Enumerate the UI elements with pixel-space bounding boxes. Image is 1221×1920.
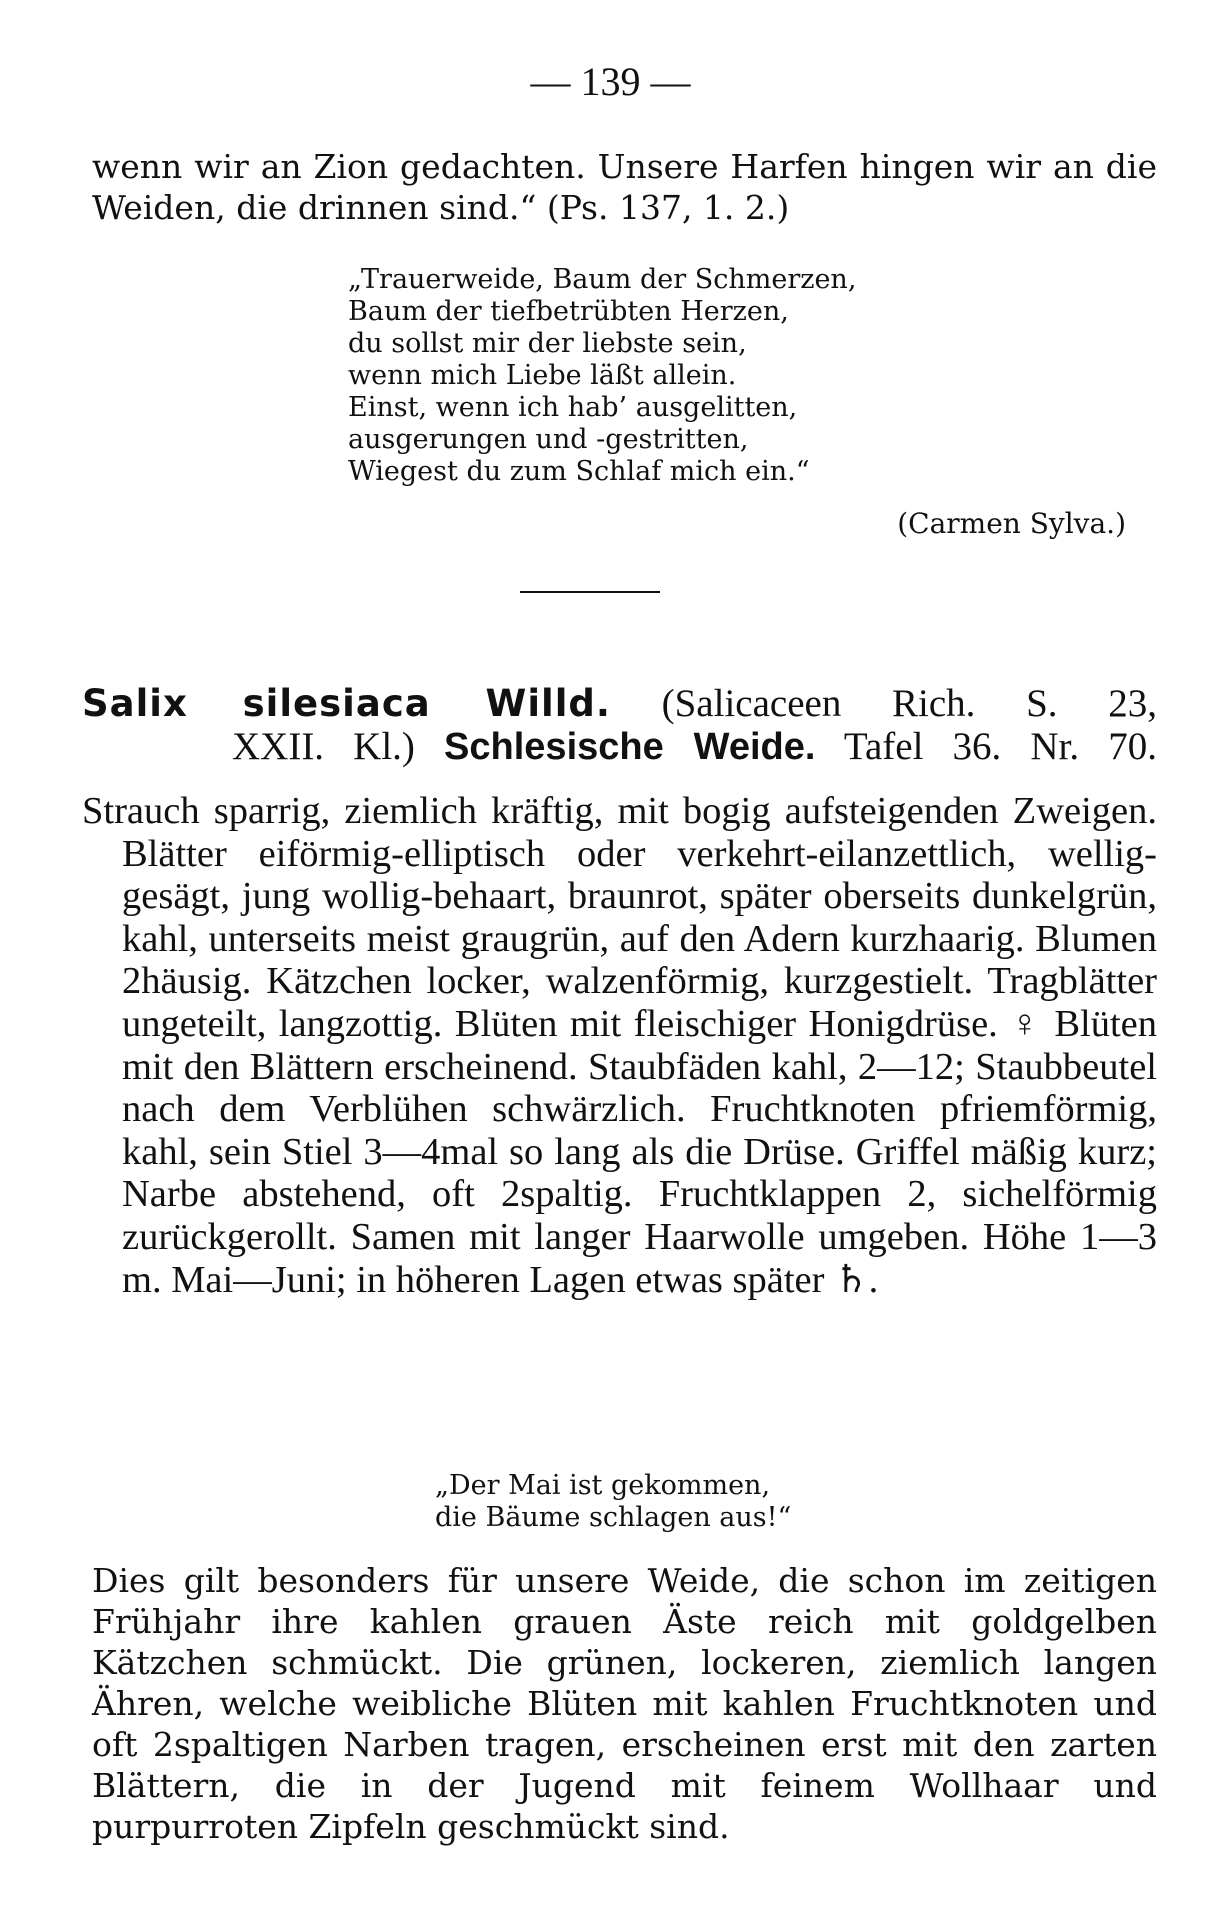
poem-line: Einst, wenn ich hab’ ausgelitten, bbox=[348, 392, 798, 423]
poem-line: ausgerungen und -gestritten, bbox=[348, 424, 749, 455]
common-name: Schlesische Weide. bbox=[444, 726, 816, 768]
poem-line: Wiegest du zum Schlaf mich ein.“ bbox=[348, 456, 810, 487]
heading-line-1 bbox=[82, 682, 1157, 725]
species-description bbox=[82, 790, 1157, 1301]
quote-line: die Bäume schlagen aus!“ bbox=[435, 1502, 792, 1533]
quote bbox=[435, 1470, 1195, 1534]
quote-line: „Der Mai ist gekommen, bbox=[435, 1470, 771, 1501]
poem-line: du sollst mir der liebste sein, bbox=[348, 328, 747, 359]
heading-line-2 bbox=[82, 725, 1157, 769]
species-heading bbox=[82, 682, 1157, 769]
species-name: Salix silesiaca Willd. bbox=[82, 682, 611, 725]
paragraph-top: wenn wir an Zion gedachten. Unsere Harfen hingen wir an die Weiden, die drinnen sind.“ (Ps. 137, 1. 2.) bbox=[92, 147, 1157, 227]
paragraph-final: Dies gilt besonders für unsere Weide, die schon im zeitigen Frühjahr ihre kahlen grauen Äste reich mit goldgelben Kätzchen schmückt. Die grünen, lockeren, ziemlich langen Ähren, welche weibliche Blüten mit kahlen Fruchtknoten und oft 2spaltigen Narben tragen, erscheinen erst mit den zarten Blättern, die in der Jugend mit feinem Wollhaar und purpurroten Zipfeln geschmückt sind. bbox=[92, 1561, 1157, 1846]
poem-line: „Trauerweide, Baum der Schmerzen, bbox=[348, 264, 857, 295]
page-number: — 139 — bbox=[530, 59, 691, 104]
heading-family-info: (Salicaceen Rich. S. 23, bbox=[661, 682, 1157, 725]
poem-line: Baum der tiefbetrübten Herzen, bbox=[348, 296, 789, 327]
plate-reference: Tafel 36. Nr. 70. bbox=[843, 725, 1158, 768]
poem-attribution: (Carmen Sylva.) bbox=[897, 507, 1126, 540]
heading-class-info: XXII. Kl.) bbox=[232, 725, 415, 768]
section-divider bbox=[520, 591, 660, 593]
description-text: Strauch sparrig, ziemlich kräftig, mit bogig aufsteigenden Zweigen. Blätter eiförmig-elliptisch oder verkehrt-eilanzettlich, wellig-gesägt, jung wollig-behaart, braunrot, später oberseits dunkelgrün, kahl, unterseits meist graugrün, auf den Adern kurzhaarig. Blumen 2häusig. Kätzchen locker, walzenförmig, kurzgestielt. Tragblätter ungeteilt, langzottig. Blüten mit fleischiger Honigdrüse. ♀ Blüten mit den Blättern erscheinend. Staubfäden kahl, 2—12; Staubbeutel nach dem Verblühen schwärzlich. Fruchtknoten pfriemförmig, kahl, sein Stiel 3—4mal so lang als die Drüse. Griffel mäßig kurz; Narbe abstehend, oft 2spaltig. Fruchtklappen 2, sichelförmig zurückgerollt. Samen mit langer Haarwolle umgeben. Höhe 1—3 m. Mai—Juni; in höheren Lagen etwas später ♄. bbox=[82, 790, 1157, 1301]
poem bbox=[348, 264, 1108, 488]
poem-line: wenn mich Liebe läßt allein. bbox=[348, 360, 737, 391]
